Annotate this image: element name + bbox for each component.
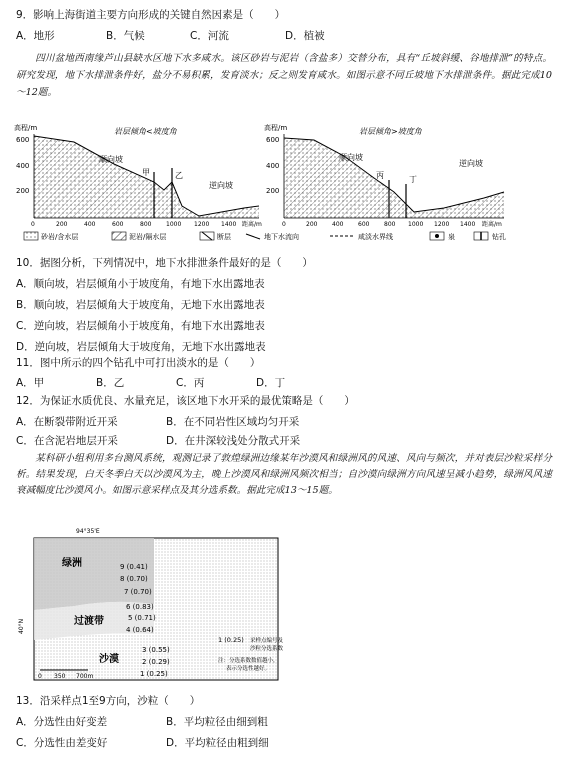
zone-desert: 沙漠 <box>99 654 119 665</box>
right-xtick-1000: 1000 <box>408 221 424 228</box>
latitude-label: 40°N <box>18 618 25 634</box>
right-xtick-0: 0 <box>282 221 286 228</box>
left-xtick-600: 600 <box>112 221 124 228</box>
longitude-label: 94°35'E <box>76 528 100 535</box>
q13-stem: 13．沿采样点1至9方向，沙粒（ ） <box>16 695 201 707</box>
left-xtick-1000: 1000 <box>166 221 182 228</box>
right-xtick-1200: 1200 <box>434 221 450 228</box>
sample-9: 9 (0.41) <box>120 563 148 571</box>
q13-options-row1 <box>16 715 268 729</box>
q10-option-d: D．逆向坡，岩层倾角大于坡度角，无地下水出露地表 <box>16 341 266 353</box>
right-xtick-800: 800 <box>384 221 396 228</box>
q9-option-c: C．河流 <box>190 30 229 42</box>
right-header: 岩层倾角>坡度角 <box>359 127 422 136</box>
left-ytick-600: 600 <box>16 136 30 144</box>
scale-700: 700m <box>76 673 94 680</box>
legend-symbol: 1 (0.25) <box>218 636 244 644</box>
left-xtick-400: 400 <box>84 221 96 228</box>
q12-option-b: B．在不同岩性区域均匀开采 <box>166 416 300 428</box>
legend-sandstone: 砂岩/含水层 <box>41 233 79 241</box>
passage-2: 某科研小组利用多台测风系统，观测记录了敦煌绿洲边缘某年沙漠风和绿洲风的风速、风向与频次，并对表层沙粒采样分析。结果发现，白天冬季白天以沙漠风为主，晚上沙漠风和绿洲风频次相当；自沙漠向绿洲方向风速呈减小趋势，绿洲风风速衰减幅度比沙漠风小。如图示意采样点及其分选系数。据此完成13～15题。 <box>16 453 552 496</box>
left-xtick-0: 0 <box>31 221 35 228</box>
left-ylabel: 高程/m <box>14 124 38 132</box>
left-header: 岩层倾角<坡度角 <box>114 127 177 136</box>
left-xtick-1400: 1400 <box>221 221 237 228</box>
q13-option-b: B．平均粒径由细到粗 <box>166 716 268 728</box>
sampling-site-map <box>14 524 314 684</box>
q9-option-d: D．植被 <box>285 30 325 42</box>
legend-spring: 泉 <box>448 233 455 241</box>
note-2: 表示分选性越好。 <box>226 666 271 672</box>
sample-5: 5 (0.71) <box>128 614 156 622</box>
left-xlabel: 距离/m <box>242 221 262 228</box>
q10-option-b: B．顺向坡，岩层倾角大于坡度角，无地下水出露地表 <box>16 299 265 311</box>
q13-option-c: C．分选性由差变好 <box>16 737 108 749</box>
right-ylabel: 高程/m <box>264 124 288 132</box>
q9-options <box>16 29 325 43</box>
sample-1: 1 (0.25) <box>140 670 168 678</box>
scale-0: 0 <box>38 673 42 680</box>
q12-option-c: C．在含泥岩地层开采 <box>16 435 118 447</box>
right-ytick-600: 600 <box>266 136 280 144</box>
legend-borehole: 钻孔 <box>492 233 506 241</box>
q12-option-a: A．在断裂带附近开采 <box>16 416 118 428</box>
scale-350: 350 <box>54 673 66 680</box>
left-panel <box>14 123 262 228</box>
right-ytick-200: 200 <box>266 187 280 195</box>
right-xtick-200: 200 <box>306 221 318 228</box>
sample-6: 6 (0.83) <box>126 603 154 611</box>
right-slope-reverse: 逆向坡 <box>459 159 483 168</box>
q11-options <box>16 376 285 390</box>
q11-stem: 11．图中所示的四个钻孔中可打出淡水的是（ ） <box>16 357 261 369</box>
legend-text-2: 沙粒分选系数 <box>250 646 284 652</box>
legend-mudstone: 泥岩/隔水层 <box>129 233 167 241</box>
legend-groundwater-flow: 地下水流向 <box>264 233 299 241</box>
right-panel <box>264 123 504 228</box>
right-xtick-400: 400 <box>332 221 344 228</box>
legend-text-1: 采样点编号及 <box>250 638 284 644</box>
right-well-ding: 丁 <box>409 175 417 184</box>
groundwater-cross-section-figure <box>14 120 558 245</box>
q11-option-b: B．乙 <box>96 377 125 389</box>
q12-options-row2 <box>16 434 300 448</box>
q12-stem: 12．为保证水质优良、水量充足，该区地下水开采的最优策略是（ ） <box>16 395 355 407</box>
figure1-legend <box>24 232 506 241</box>
left-xtick-800: 800 <box>140 221 152 228</box>
q13-option-a: A．分选性由好变差 <box>16 716 108 728</box>
left-ytick-400: 400 <box>16 162 30 170</box>
right-ytick-400: 400 <box>266 162 280 170</box>
sample-4: 4 (0.64) <box>126 626 154 634</box>
sample-7: 7 (0.70) <box>124 588 152 596</box>
legend-saline-fresh-boundary: 咸淡水界线 <box>358 233 393 241</box>
q13-options-row2 <box>16 736 269 750</box>
left-well-jia: 甲 <box>142 168 150 177</box>
left-well-yi: 乙 <box>175 171 183 180</box>
q9-stem: 9．影响上海街道主要方向形成的关键自然因素是（ ） <box>16 9 286 21</box>
left-xtick-200: 200 <box>56 221 68 228</box>
right-xlabel: 距离/m <box>482 221 502 228</box>
q10-option-a: A．顺向坡，岩层倾角小于坡度角，有地下水出露地表 <box>16 278 265 290</box>
sample-8: 8 (0.70) <box>120 575 148 583</box>
passage-1: 四川盆地西南缘芦山县缺水区地下水多咸水。该区砂岩与泥岩（含盐多）交替分布，具有“丘坡斜缓、谷地排泄”的特点。研究发现，地下水排泄条件好，盐分不易积累，发育淡水；反之则发育咸水。如图示意不同丘坡地下水排泄条件。据此完成10～12题。 <box>16 53 552 98</box>
q12-options-row1 <box>16 415 299 429</box>
sample-3: 3 (0.55) <box>142 646 170 654</box>
left-ytick-200: 200 <box>16 187 30 195</box>
q11-option-c: C．丙 <box>176 377 205 389</box>
q13-option-d: D．平均粒径由粗到细 <box>166 737 269 749</box>
q10-stem: 10．据图分析，下列情况中，地下水排泄条件最好的是（ ） <box>16 257 313 269</box>
zone-oasis: 绿洲 <box>62 558 82 569</box>
sample-2: 2 (0.29) <box>142 658 170 666</box>
right-xtick-1400: 1400 <box>460 221 476 228</box>
q12-option-d: D．在井深较浅处分散式开采 <box>166 435 301 447</box>
left-xtick-1200: 1200 <box>194 221 210 228</box>
right-slope-forward: 顺向坡 <box>339 153 363 162</box>
zone-transition: 过渡带 <box>74 616 104 627</box>
left-slope-reverse: 逆向坡 <box>209 181 233 190</box>
legend-fault: 断层 <box>217 233 231 241</box>
right-xtick-600: 600 <box>358 221 370 228</box>
left-slope-forward: 顺向坡 <box>99 155 123 164</box>
right-well-bing: 丙 <box>376 171 384 180</box>
q9-option-b: B．气候 <box>106 30 145 42</box>
q11-option-a: A．甲 <box>16 377 45 389</box>
q11-option-d: D．丁 <box>256 377 286 389</box>
q10-option-c: C．逆向坡，岩层倾角小于坡度角，有地下水出露地表 <box>16 320 265 332</box>
note-1: 注：分选系数数值越小， <box>218 658 279 664</box>
q9-option-a: A．地形 <box>16 30 55 42</box>
